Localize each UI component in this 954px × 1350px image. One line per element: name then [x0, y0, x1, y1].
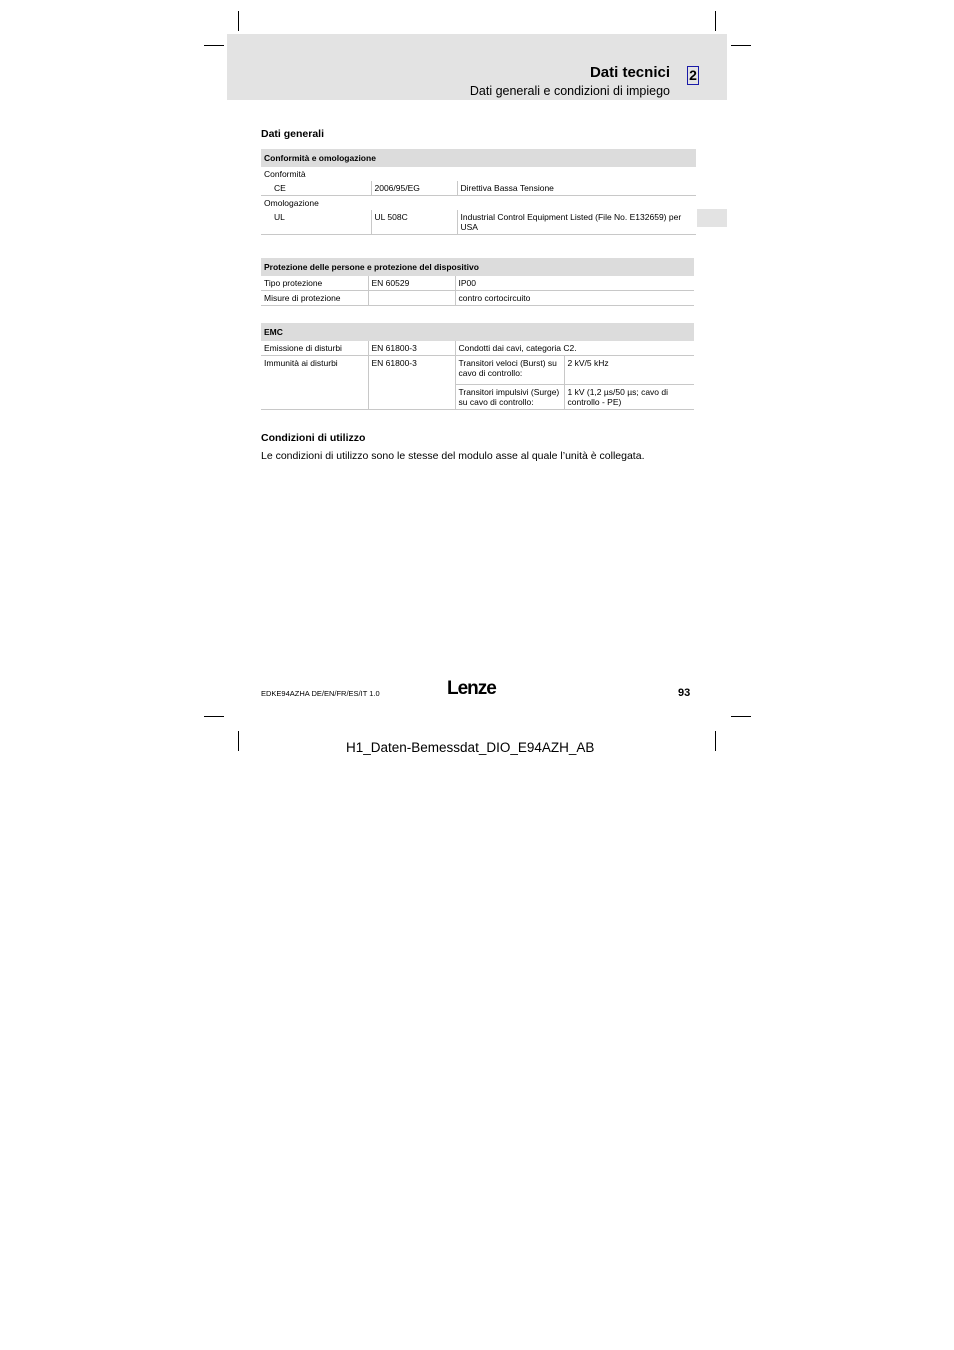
crop-mark: [715, 11, 716, 31]
table-row: [261, 356, 694, 385]
cell: Direttiva Bassa Tensione: [457, 181, 696, 196]
conditions-text: Le condizioni di utilizzo sono le stesse del modulo asse al quale l’unità è collegata.: [261, 450, 645, 462]
table-heading: EMC: [261, 323, 694, 341]
table-row: [261, 341, 694, 356]
crop-mark: [731, 45, 751, 46]
cell: Immunità ai disturbi: [261, 356, 368, 410]
cell: Industrial Control Equipment Listed (File No. E132659) per USA: [457, 210, 696, 235]
chapter-side-tab: [697, 209, 727, 227]
emc-table: [261, 323, 694, 410]
cell: Emissione di disturbi: [261, 341, 368, 356]
crop-mark: [204, 716, 224, 717]
crop-mark: [715, 731, 716, 751]
protection-table: [261, 258, 694, 306]
conformity-table: [261, 149, 696, 235]
page-title: Dati tecnici: [589, 64, 670, 81]
cell: 1 kV (1,2 µs/50 µs; cavo di controllo - PE): [564, 385, 694, 410]
cell: EN 61800-3: [368, 356, 455, 410]
cell: UL: [261, 210, 371, 235]
table-heading: Conformità e omologazione: [261, 149, 696, 167]
section-heading-conditions: Condizioni di utilizzo: [261, 432, 366, 444]
cell: IP00: [455, 276, 694, 291]
table-row: [261, 181, 696, 196]
cell: 2006/95/EG: [371, 181, 457, 196]
cell: EN 60529: [368, 276, 455, 291]
cell: contro cortocircuito: [455, 291, 694, 306]
table-row: [261, 276, 694, 291]
crop-mark: [731, 716, 751, 717]
chapter-number[interactable]: 2: [687, 66, 699, 85]
cell: Condotti dai cavi, categoria C2.: [455, 341, 694, 356]
cell: 2 kV/5 kHz: [564, 356, 694, 385]
page-number: 93: [678, 687, 691, 699]
cell: Tipo protezione: [261, 276, 368, 291]
document-code: EDKE94AZHA DE/EN/FR/ES/IT 1.0: [261, 689, 380, 698]
table-row: [261, 210, 696, 235]
file-label: H1_Daten-Bemessdat_DIO_E94AZH_AB: [346, 740, 595, 755]
cell: CE: [261, 181, 371, 196]
page-subtitle: Dati generali e condizioni di impiego: [469, 84, 670, 98]
cell: Transitori veloci (Burst) su cavo di controllo:: [455, 356, 564, 385]
cell: UL 508C: [371, 210, 457, 235]
row-label: Omologazione: [264, 198, 319, 208]
table-row: [261, 291, 694, 306]
cell: Misure di protezione: [261, 291, 368, 306]
row-label: Conformità: [264, 169, 306, 179]
crop-mark: [238, 11, 239, 31]
cell: EN 61800-3: [368, 341, 455, 356]
cell: Transitori impulsivi (Surge) su cavo di controllo:: [455, 385, 564, 410]
table-heading: Protezione delle persone e protezione del dispositivo: [261, 258, 694, 276]
crop-mark: [204, 45, 224, 46]
cell: [368, 291, 455, 306]
section-heading-general: Dati generali: [261, 128, 325, 140]
lenze-logo: Lenze: [447, 678, 496, 699]
crop-mark: [238, 731, 239, 751]
